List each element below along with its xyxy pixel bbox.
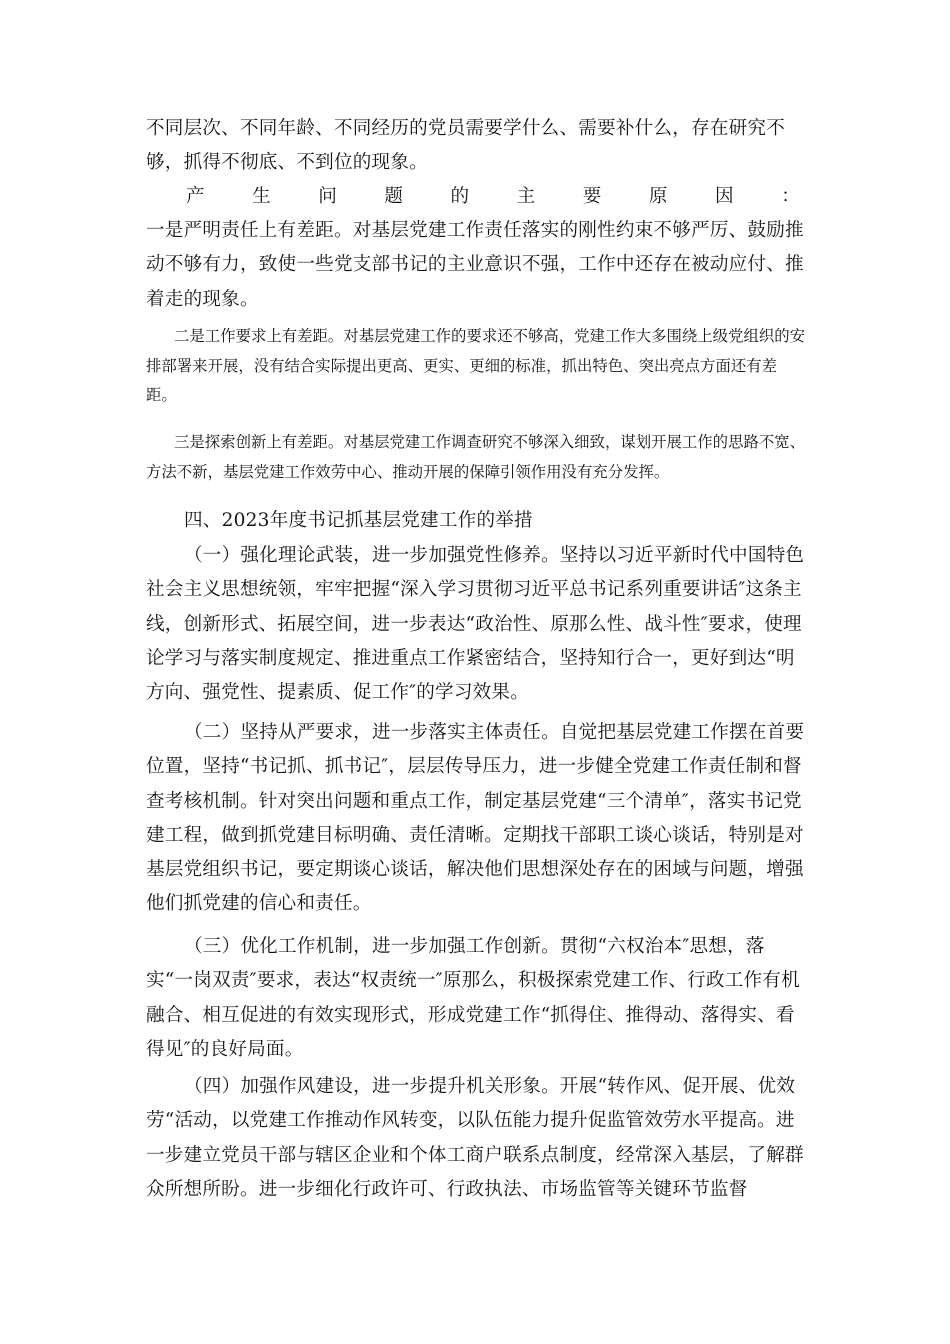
paragraph-cause-3: 三是探索创新上有差距。对基层党建工作调查研究不够深入细致，谋划开展工作的思路不宽、方法不新，基层党建工作效劳中心、推动开展的保障引领作用没有充分发挥。 <box>146 433 806 481</box>
section-heading-four: 四、2023年度书记抓基层党建工作的举措 <box>184 510 533 531</box>
paragraph-measure-3: （三）优化工作机制，进一步加强工作创新。贯彻“六权治本″思想，落实“一岗双责″要求，表达“权责统一″原那么，积极探索党建工作、行政工作有机融合、相互促进的有效实现形式，形成党建工作“抓得住、推得动、落得实、看得见″的良好局面。 <box>146 936 800 1060</box>
paragraph-cause-1: 一是严明责任上有差距。对基层党建工作责任落实的刚性约束不够严厉、鼓励推动不够有力，致使一些党支部书记的主业意识不强，工作中还存在被动应付、推着走的现象。 <box>146 220 804 310</box>
paragraph-intro-continued: 不同层次、不同年龄、不同经历的党员需要学什么、需要补什么，存在研究不够，抓得不彻底、不到位的现象。 <box>146 118 785 174</box>
paragraph-measure-1: （一）强化理论武装，进一步加强党性修养。坚持以习近平新时代中国特色社会主义思想统领，牢牢把握“深入学习贯彻习近平总书记系列重要讲话″这条主线，创新形式、拓展空间，进一步表达“政治性、原那么性、战斗性″要求，使理论学习与落实制度规定、推进重点工作紧密结合，坚持知行合一，更好到达“明方向、强党性、提素质、促工作″的学习效果。 <box>146 545 805 704</box>
paragraph-measure-4: （四）加强作风建设，进一步提升机关形象。开展“转作风、促开展、优效劳“活动，以党建工作推动作风转变，以队伍能力提升促监管效劳水平提高。进一步建立党员干部与辖区企业和个体工商户联系点制度，经常深入基层，了解群众所想所盼。进一步细化行政许可、行政执法、市场监管等关键环节监督 <box>146 1076 804 1200</box>
paragraph-measure-2: （二）坚持从严要求，进一步落实主体责任。自觉把基层党建工作摆在首要位置，坚持“书记抓、抓书记″，层层传导压力，进一步健全党建工作责任制和督查考核机制。针对突出问题和重点工作，制定基层党建“三个清单″，落实书记党建工程，做到抓党建目标明确、责任清晰。定期找干部职工谈心谈话，特别是对基层党组织书记，要定期谈心谈话，解决他们思想深处存在的困域与问题，增强他们抓党建的信心和责任。 <box>146 722 805 915</box>
paragraph-cause-2: 二是工作要求上有差距。对基层党建工作的要求还不够高，党建工作大多围绕上级党组织的安排部署来开展，没有结合实际提出更高、更实、更细的标准，抓出特色、突出亮点方面还有差距。 <box>146 327 806 404</box>
heading-main-causes: 产生问题的主要原因： <box>186 186 800 207</box>
